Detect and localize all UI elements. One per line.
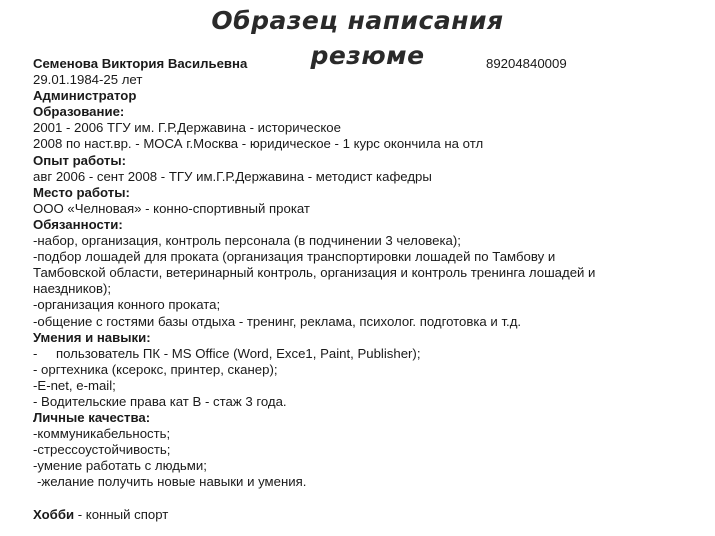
skills-heading: Умения и навыки: bbox=[33, 329, 151, 345]
skills-line: - оргтехника (ксерокс, принтер, сканер); bbox=[33, 361, 278, 377]
full-name: Семенова Виктория Васильевна bbox=[33, 56, 248, 71]
skills-line bbox=[33, 346, 713, 362]
skills-line-text: пользователь ПК - MS Office (Word, Exce1, Paint, Publisher); bbox=[56, 345, 421, 361]
duties-line: -организация конного проката; bbox=[33, 297, 221, 313]
duties-line: -подбор лошадей для проката (организация транспортировки лошадей по Тамбову и bbox=[33, 249, 556, 265]
resume-body bbox=[33, 56, 713, 523]
phone-number: 89204840009 bbox=[486, 56, 567, 71]
duties-heading: Обязанности: bbox=[33, 216, 123, 232]
skills-line: - Водительские права кат В - стаж 3 года. bbox=[33, 393, 287, 409]
education-item: 2001 - 2006 ТГУ им. Г.Р.Державина - историческое bbox=[33, 120, 341, 136]
duties-line: -общение с гостями базы отдыха - тренинг, реклама, психолог. подготовка и т.д. bbox=[33, 313, 522, 329]
skills-bullet-dash: - bbox=[33, 345, 38, 361]
document-title-line1: Образец написания bbox=[211, 6, 504, 35]
hobby-line bbox=[33, 507, 713, 523]
qualities-line: -умение работать с людьми; bbox=[33, 458, 207, 474]
document-title-line2: резюме bbox=[310, 41, 425, 70]
section-spacer bbox=[33, 491, 713, 507]
skills-line: -E-net, e-mail; bbox=[33, 377, 116, 393]
birth-date-age: 29.01.1984-25 лет bbox=[33, 72, 143, 88]
experience-item: авг 2006 - сент 2008 - ТГУ им.Г.Р.Державина - методист кафедры bbox=[33, 168, 432, 184]
workplace-item: ООО «Челновая» - конно-спортивный прокат bbox=[33, 200, 310, 216]
duties-line: наездников); bbox=[33, 281, 112, 297]
qualities-heading: Личные качества: bbox=[33, 410, 151, 426]
education-item: 2008 по наст.вр. - МОСА г.Москва - юридическое - 1 курс окончила на отл bbox=[33, 136, 484, 152]
hobby-text: - конный спорт bbox=[74, 506, 169, 522]
hobby-label: Хобби bbox=[33, 506, 75, 522]
qualities-line: -коммуникабельность; bbox=[33, 426, 171, 442]
qualities-line: -желание получить новые навыки и умения. bbox=[37, 474, 307, 490]
qualities-line: -стрессоустойчивость; bbox=[33, 442, 171, 458]
duties-line: -набор, организация, контроль персонала (в подчинении 3 человека); bbox=[33, 233, 461, 249]
workplace-heading: Место работы: bbox=[33, 184, 130, 200]
experience-heading: Опыт работы: bbox=[33, 152, 126, 168]
desired-position: Администратор bbox=[33, 88, 137, 104]
duties-line: Тамбовской области, ветеринарный контроль, организация и контроль тренинга лошадей и bbox=[33, 265, 596, 281]
education-heading: Образование: bbox=[33, 104, 125, 120]
